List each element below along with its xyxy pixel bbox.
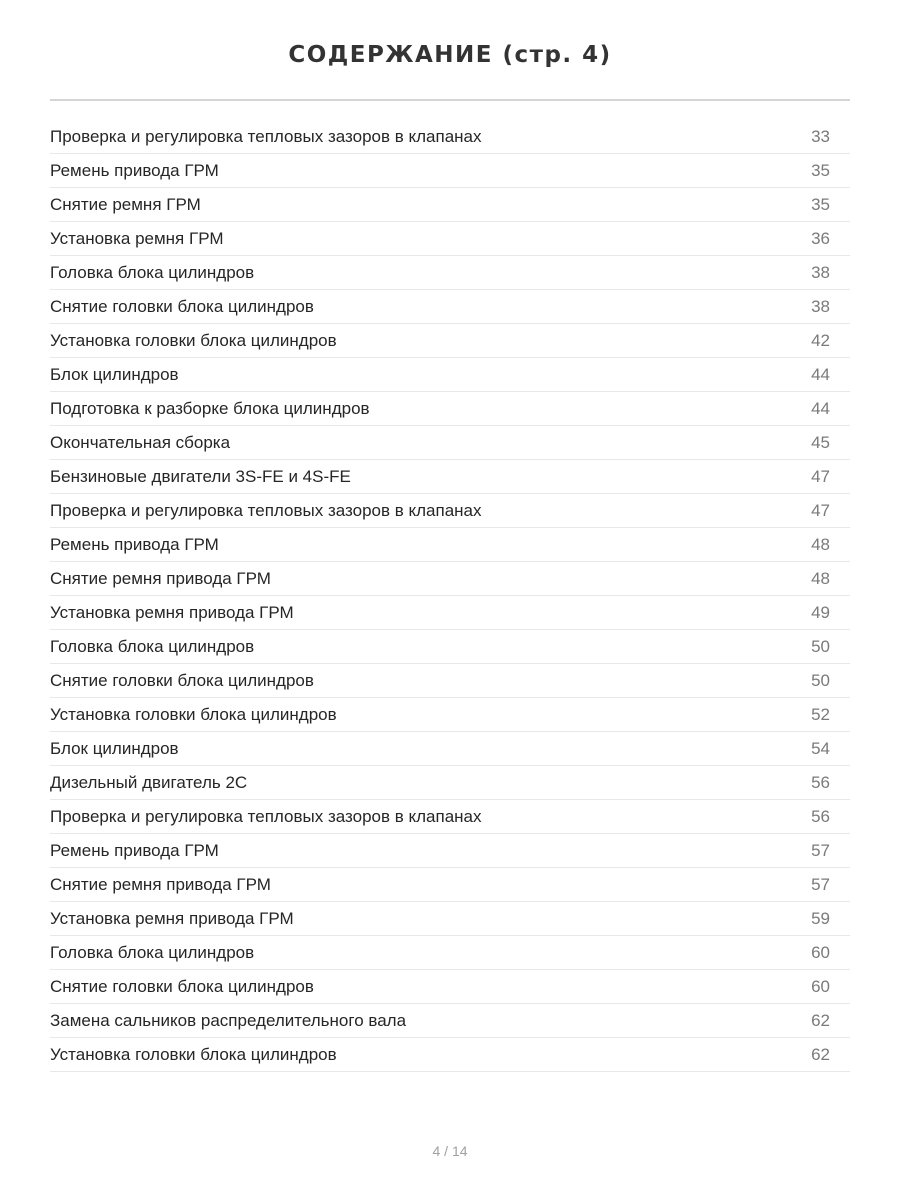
toc-entry-title: Снятие головки блока цилиндров — [50, 976, 314, 996]
toc-entry-title: Проверка и регулировка тепловых зазоров в клапанах — [50, 126, 482, 146]
toc-entry[interactable] — [50, 596, 850, 630]
toc-entry-page-number: 33 — [811, 126, 830, 146]
toc-entry[interactable] — [50, 834, 850, 868]
toc-entry-page-number: 59 — [811, 908, 830, 928]
toc-entry-title: Установка ремня привода ГРМ — [50, 602, 294, 622]
toc-entry-title: Ремень привода ГРМ — [50, 840, 219, 860]
toc-entry-page-number: 38 — [811, 296, 830, 316]
toc-entry-page-number: 44 — [811, 364, 830, 384]
toc-entry-page-number: 36 — [811, 228, 830, 248]
toc-entry-page-number: 50 — [811, 636, 830, 656]
toc-entry-title: Головка блока цилиндров — [50, 942, 255, 962]
toc-entry[interactable] — [50, 936, 850, 970]
toc-entry[interactable] — [50, 460, 850, 494]
title-divider — [50, 99, 850, 101]
toc-entry[interactable] — [50, 528, 850, 562]
table-of-contents — [50, 120, 850, 1072]
toc-entry-title: Ремень привода ГРМ — [50, 534, 219, 554]
toc-entry[interactable] — [50, 766, 850, 800]
toc-entry-title: Установка ремня привода ГРМ — [50, 908, 294, 928]
toc-entry-title: Блок цилиндров — [50, 738, 179, 758]
toc-entry-title: Снятие ремня ГРМ — [50, 194, 201, 214]
toc-entry-page-number: 52 — [811, 704, 830, 724]
toc-entry-page-number: 60 — [811, 942, 830, 962]
toc-entry[interactable] — [50, 120, 850, 154]
toc-entry-title: Снятие ремня привода ГРМ — [50, 568, 271, 588]
toc-entry-page-number: 62 — [811, 1010, 830, 1030]
toc-entry-title: Установка головки блока цилиндров — [50, 1044, 337, 1064]
toc-entry-title: Установка головки блока цилиндров — [50, 330, 337, 350]
toc-entry[interactable] — [50, 732, 850, 766]
toc-entry[interactable] — [50, 800, 850, 834]
toc-entry-title: Окончательная сборка — [50, 432, 231, 452]
toc-entry-page-number: 62 — [811, 1044, 830, 1064]
toc-entry[interactable] — [50, 256, 850, 290]
page-title: СОДЕРЖАНИЕ (стр. 4) — [288, 42, 612, 68]
toc-entry[interactable] — [50, 902, 850, 936]
toc-entry-page-number: 35 — [811, 194, 830, 214]
toc-entry[interactable] — [50, 392, 850, 426]
toc-entry[interactable] — [50, 1004, 850, 1038]
toc-entry-page-number: 54 — [811, 738, 830, 758]
toc-entry[interactable] — [50, 630, 850, 664]
toc-entry-page-number: 50 — [811, 670, 830, 690]
toc-entry[interactable] — [50, 1038, 850, 1072]
toc-entry-title: Установка головки блока цилиндров — [50, 704, 337, 724]
toc-entry[interactable] — [50, 970, 850, 1004]
toc-entry-page-number: 48 — [811, 568, 830, 588]
toc-entry[interactable] — [50, 426, 850, 460]
toc-entry[interactable] — [50, 358, 850, 392]
toc-entry[interactable] — [50, 154, 850, 188]
toc-entry-title: Ремень привода ГРМ — [50, 160, 219, 180]
toc-entry-title: Блок цилиндров — [50, 364, 179, 384]
toc-entry[interactable] — [50, 868, 850, 902]
toc-entry-title: Подготовка к разборке блока цилиндров — [50, 398, 370, 418]
toc-entry[interactable] — [50, 324, 850, 358]
page-indicator: 4 / 14 — [432, 1143, 468, 1159]
toc-entry-title: Головка блока цилиндров — [50, 262, 255, 282]
toc-entry-page-number: 47 — [811, 500, 830, 520]
toc-entry-page-number: 42 — [811, 330, 830, 350]
toc-entry-title: Снятие головки блока цилиндров — [50, 670, 314, 690]
toc-entry[interactable] — [50, 664, 850, 698]
toc-entry[interactable] — [50, 698, 850, 732]
toc-entry-page-number: 45 — [811, 432, 830, 452]
toc-entry[interactable] — [50, 222, 850, 256]
toc-entry-page-number: 56 — [811, 772, 830, 792]
toc-entry-page-number: 57 — [811, 840, 830, 860]
toc-entry-page-number: 48 — [811, 534, 830, 554]
toc-entry-title: Проверка и регулировка тепловых зазоров в клапанах — [50, 806, 482, 826]
toc-entry-title: Дизельный двигатель 2С — [50, 772, 248, 792]
toc-entry[interactable] — [50, 188, 850, 222]
toc-entry-page-number: 38 — [811, 262, 830, 282]
toc-entry-page-number: 57 — [811, 874, 830, 894]
toc-entry-title: Бензиновые двигатели 3S-FE и 4S-FE — [50, 466, 351, 486]
toc-entry-page-number: 56 — [811, 806, 830, 826]
toc-entry-title: Замена сальников распределительного вала — [50, 1010, 407, 1030]
toc-entry[interactable] — [50, 562, 850, 596]
toc-entry[interactable] — [50, 290, 850, 324]
toc-entry[interactable] — [50, 494, 850, 528]
toc-entry-page-number: 35 — [811, 160, 830, 180]
toc-entry-title: Головка блока цилиндров — [50, 636, 255, 656]
toc-entry-title: Снятие ремня привода ГРМ — [50, 874, 271, 894]
toc-entry-page-number: 47 — [811, 466, 830, 486]
toc-entry-title: Снятие головки блока цилиндров — [50, 296, 314, 316]
toc-entry-page-number: 49 — [811, 602, 830, 622]
toc-entry-page-number: 44 — [811, 398, 830, 418]
toc-entry-title: Установка ремня ГРМ — [50, 228, 224, 248]
toc-entry-title: Проверка и регулировка тепловых зазоров в клапанах — [50, 500, 482, 520]
toc-entry-page-number: 60 — [811, 976, 830, 996]
